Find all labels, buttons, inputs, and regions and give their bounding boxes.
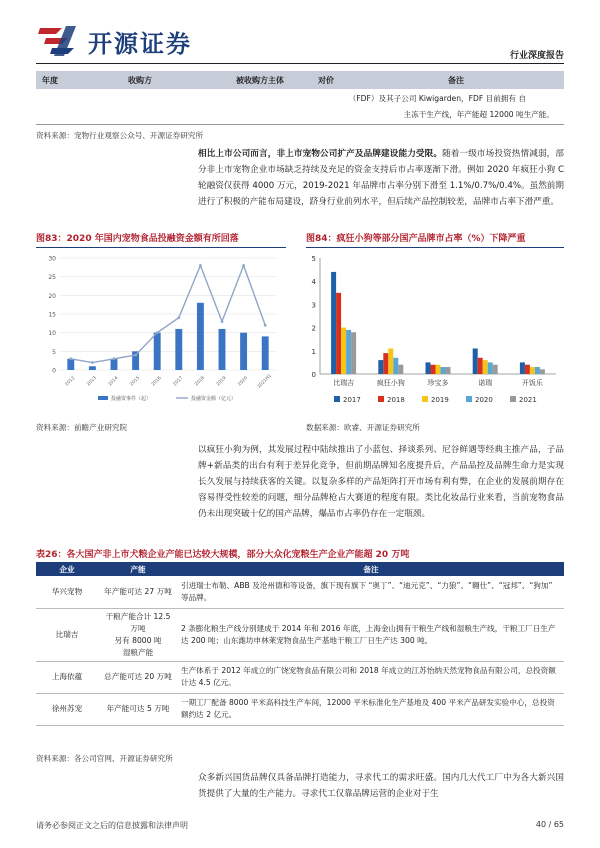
col-note: 备注 [178, 562, 564, 576]
bar [262, 336, 269, 370]
x-tick-label: 2021H1 [256, 373, 273, 390]
bar [431, 365, 436, 374]
bar [351, 332, 356, 374]
bar [197, 303, 204, 370]
y-tick-label: 5 [311, 255, 316, 263]
paragraph-lead: 相比上市公司而言，非上市宠物公司扩产及品牌建设能力受限。 [198, 149, 443, 159]
bar [446, 367, 451, 374]
x-tick-label: 2014 [107, 375, 120, 388]
table-26-title: 表26：各大国产非上市犬粮企业产能已达较大规模，部分大众化宠粮生产企业产能超 20 万吨 [36, 550, 410, 560]
legend-label: 2020 [475, 396, 493, 404]
capacity-line: 干粮产能合计 12.5 万吨 [105, 611, 171, 633]
company-name: 华兴宠物 [36, 576, 98, 608]
note-line: （FDF）及其子公司 Kiwigarden，FDF 目前拥有 自 [348, 94, 526, 103]
col-capacity: 产能 [98, 562, 178, 576]
note: 一期工厂配备 8000 平米高科技生产车间，12000 平米标准化生产基地及 400 平米产品研发实验中心，总投资额约达 2 亿元。 [178, 693, 564, 725]
x-tick-label: 2020 [237, 375, 250, 388]
legend-label: 投融资事件（起） [111, 396, 152, 402]
legend-swatch [378, 396, 384, 402]
page-number: 40 / 65 [535, 820, 564, 829]
y-tick-label: 0 [52, 367, 56, 375]
table-row [36, 661, 564, 693]
capacity-line: 湿粮产能 [122, 647, 154, 657]
capacity: 年产能可达 27 万吨 [98, 576, 178, 608]
bar [483, 360, 488, 374]
legend-swatch [510, 396, 516, 402]
bar [378, 360, 383, 374]
paragraph: 众多新兴国货品牌仅具备品牌打造能力，寻求代工的需求旺盛。国内几大代工厂中为各大新兴国货提供了大量的生产能力。寻求代工仅靠品牌运营的企业对于生 [198, 773, 564, 799]
y-tick-label: 2 [311, 324, 316, 333]
bar [478, 358, 483, 374]
company-name: 上海依蕴 [36, 661, 98, 693]
bar [426, 362, 431, 374]
legend-label: 2017 [343, 396, 361, 404]
bar [89, 366, 96, 370]
figure-label: 图84： [306, 234, 337, 244]
bar [383, 353, 388, 374]
capacity: 年产能可达 5 万吨 [98, 693, 178, 725]
line-point [264, 324, 267, 327]
bar [525, 365, 530, 374]
table-row [36, 693, 564, 725]
y-tick-label: 1 [311, 347, 316, 356]
legend-swatch [334, 396, 340, 402]
bar [346, 330, 351, 374]
bar [336, 293, 341, 374]
x-tick-label: 2019 [215, 375, 228, 388]
bar [240, 333, 247, 370]
col-acquirer: 收购方 [128, 76, 152, 85]
header-divider [36, 63, 564, 64]
legend-label: 2018 [387, 396, 405, 404]
paragraph: 以疯狂小狗为例，其发展过程中陆续推出了小蓝包、择谈系列、尼谷鲜遇等经典主推产品，子品牌+新品类的出台有利于差异化竞争，但前期品牌知名度提升后，产品品控及品牌生命力是实现长久发展与持续获客的关键。以复杂多样的产品矩阵打开市场有利有弊，在企业的发展前期存在容易得受性较差的问题，细分品牌枪占大赛道的程度有限。类比化妆品行业来看，当前宠物食品仍未出现突破十亿的国产品牌，爆品市占率仍存在一定瓶颈。 [198, 445, 564, 519]
bar [219, 329, 226, 370]
capacity-line: 另有 8000 吨 [114, 635, 162, 645]
table-26-source: 资料来源：各公司官网、开源证券研究所 [36, 754, 173, 763]
y-tick-label: 20 [48, 292, 56, 300]
acquisition-table-header [36, 71, 564, 89]
line-point [113, 357, 116, 360]
bar [488, 362, 493, 374]
col-company: 企业 [36, 562, 98, 576]
bar [473, 348, 478, 374]
y-tick-label: 10 [48, 330, 56, 338]
capacity: 总产能可达 20 万吨 [98, 661, 178, 693]
figure-title-text: 2020 年国内宠物食品投融资金额有所回落 [66, 234, 239, 244]
col-price: 对价 [318, 76, 334, 85]
acquisition-table [36, 71, 564, 125]
bar [175, 329, 182, 370]
legend-swatch [466, 396, 472, 402]
company-logo [36, 20, 236, 60]
line-point [134, 354, 137, 357]
x-tick-label: 珍宝多 [427, 379, 449, 387]
x-tick-label: 2015 [129, 375, 142, 388]
y-tick-label: 0 [311, 371, 316, 379]
capacity [98, 608, 178, 661]
paragraph-body: 随着一级市场投资热情减弱，部分非上市宠物企业市场缺乏持续及充足的资金支持后市占率逐渐下滑。例如 2020 年疯狂小狗 C 轮融资仅获得 4000 万元，2019-2021 年品牌市占率分别下滑至 1.1%/0.7%/0.4%。虽然前期进行了积极的产能布局建设，跻身行业前列水平，但后续产品控制较差，品牌市占率下滑严重。 [198, 149, 564, 207]
y-tick-label: 30 [48, 255, 56, 263]
x-tick-label: 2018 [194, 375, 206, 388]
x-tick-label: 诺瑞 [478, 379, 493, 387]
bar [154, 333, 161, 370]
bar [540, 369, 545, 374]
y-tick-label: 5 [52, 348, 56, 356]
bar [530, 367, 535, 374]
x-tick-label: 2013 [86, 375, 98, 388]
figure-83-title [36, 231, 286, 248]
y-tick-label: 15 [48, 311, 56, 319]
legend-label: 投融资金额（亿元） [191, 396, 237, 402]
figure-84-title [306, 231, 564, 248]
bar [520, 362, 525, 374]
table-header-row [36, 562, 564, 576]
note: 引进瑞士布勒、ABB 及沧州德和等设备，旗下现有旗下 “奥丁”、“迪元克”、“力狼”、“翱仕”、“冠邦”、“狗加” 等品牌。 [178, 576, 564, 608]
investment-chart [36, 250, 286, 415]
company-name: 比瑞吉 [36, 608, 98, 661]
bar [67, 359, 74, 370]
bar [436, 365, 441, 374]
market-share-chart [306, 250, 564, 415]
line-point [177, 316, 180, 319]
y-tick-label: 25 [48, 274, 56, 282]
bar [493, 365, 498, 374]
line-point [242, 264, 245, 267]
bar [441, 367, 446, 374]
note-line: 主冻干生产线，年产能超 12000 吨生产能。 [403, 110, 554, 119]
note: 2 条膨化粮生产线分别建成于 2014 年和 2016 年底，上海金山拥有干粮生产线和湿粮生产线，干粮工厂日生产达 200 吨；山东潍坊申林莱宠物食品生产基地干粮工厂日生产达 300 吨。 [178, 608, 564, 661]
x-tick-label: 比瑞吉 [333, 379, 355, 387]
paragraph [198, 146, 564, 210]
logo-mark-icon [36, 20, 82, 60]
source-note: 资料来源：宠物行业观察公众号、开源证券研究所 [36, 131, 204, 140]
line-point [91, 361, 94, 364]
bar [341, 328, 346, 374]
col-target: 被收购方主体 [236, 76, 284, 85]
capacity-table [36, 562, 564, 726]
bar [398, 365, 403, 374]
y-tick-label: 3 [311, 301, 316, 310]
acquisition-table-row [36, 89, 564, 125]
legend-swatch [98, 396, 108, 400]
bar [111, 359, 118, 370]
line-point [69, 357, 72, 360]
figure-84-source: 数据来源：欧睿、开源证券研究所 [306, 423, 420, 432]
x-tick-label: 2012 [64, 375, 77, 388]
line-point [156, 331, 159, 334]
figure-83-source: 资料来源：前瞻产业研究院 [36, 423, 128, 432]
report-type: 行业深度报告 [509, 51, 564, 61]
line-point [221, 320, 224, 323]
col-year: 年度 [42, 76, 58, 85]
x-tick-label: 开饭乐 [521, 379, 543, 387]
legend-label: 2021 [519, 396, 537, 404]
bar [393, 358, 398, 374]
figure-label: 图83： [36, 234, 67, 244]
legend-label: 2019 [431, 396, 449, 404]
bar [388, 348, 393, 374]
table-row [36, 608, 564, 661]
x-tick-label: 2017 [172, 375, 185, 388]
note: 生产体系于 2012 年成立的广饶宠物食品有限公司和 2018 年成立的江苏怡纳天然宠物食品有限公司，总投资额计达 4.5 亿元。 [178, 661, 564, 693]
company-name: 徐州苏宠 [36, 693, 98, 725]
disclaimer: 请务必参阅正文之后的信息披露和法律声明 [36, 821, 188, 830]
line-point [199, 264, 202, 267]
figure-title-text: 疯狂小狗等部分国产品牌市占率（%）下降严重 [336, 234, 526, 244]
table-row [36, 576, 564, 608]
x-tick-label: 疯狂小狗 [376, 379, 405, 387]
x-tick-label: 2016 [151, 375, 163, 388]
y-tick-label: 4 [311, 278, 316, 287]
company-name: 开源证券 [88, 30, 192, 58]
col-note: 备注 [448, 76, 464, 85]
bar [331, 272, 336, 374]
bar [535, 367, 540, 374]
legend-swatch [422, 396, 428, 402]
